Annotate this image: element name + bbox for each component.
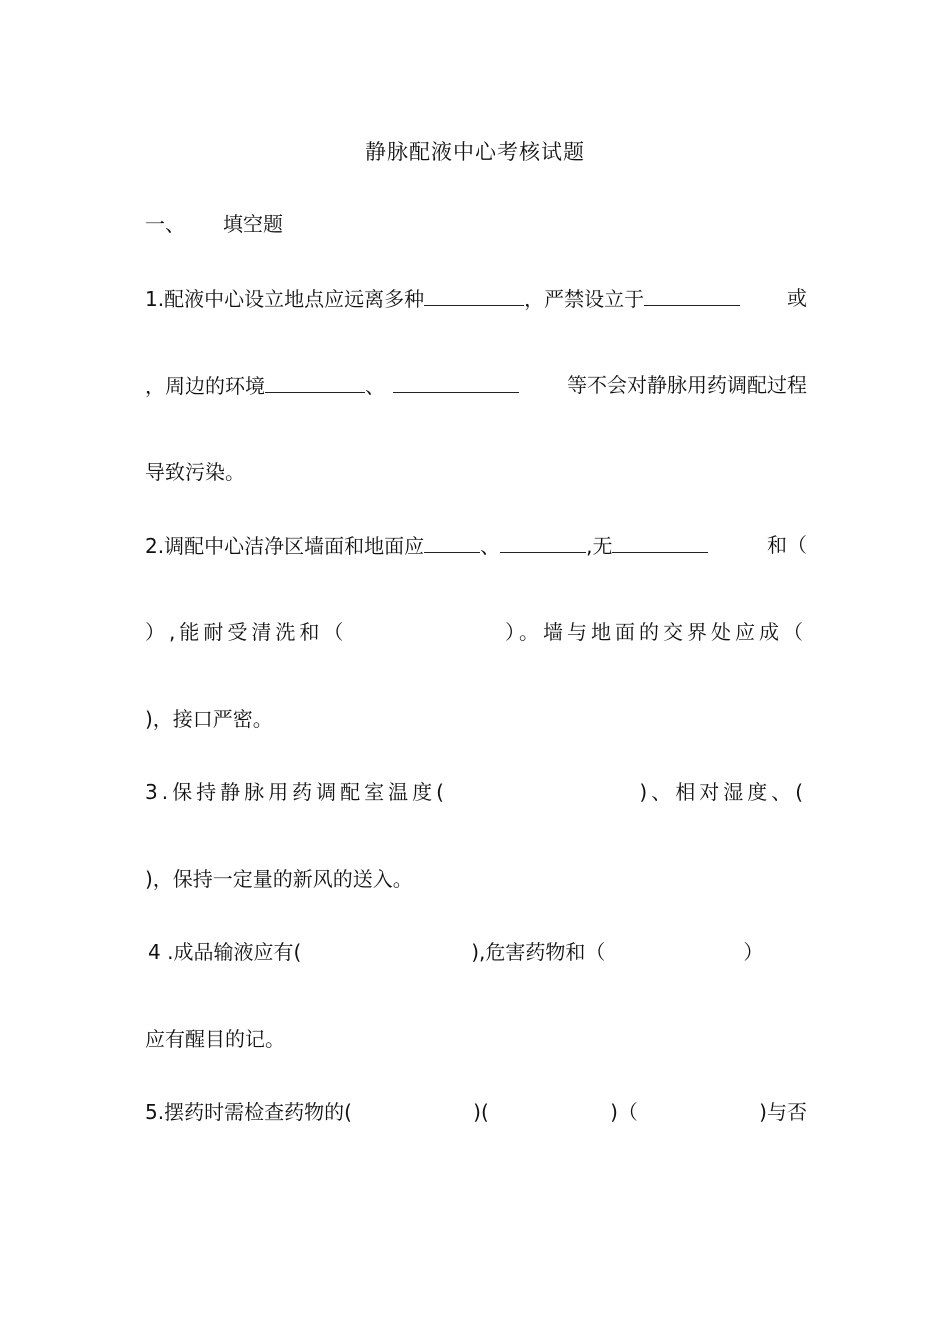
q5-text-a: 5.摆药时需检查药物的( xyxy=(145,1100,352,1124)
question-3-line-2: )，保持一定量的新风的送入。 xyxy=(145,867,413,891)
question-5-line-1 xyxy=(145,1097,807,1127)
section-name: 填空题 xyxy=(223,212,283,236)
q4-text-b: ),危害药物和（ xyxy=(471,940,606,964)
q1-text-f: 等不会对静脉用药调配过程 xyxy=(567,373,807,397)
q5-text-b: )( xyxy=(473,1100,489,1124)
q1-text-c: 或 xyxy=(787,286,807,310)
q5-text-d: )与否 xyxy=(759,1100,807,1124)
q4-text-a: 4 .成品输液应有( xyxy=(148,940,302,964)
blank xyxy=(500,530,586,553)
question-1-line-1 xyxy=(145,283,807,314)
section-heading xyxy=(145,209,283,239)
q1-text-a: 1.配液中心设立地点应远离多种 xyxy=(145,287,425,311)
question-4-line-1 xyxy=(148,937,763,967)
blank xyxy=(424,530,480,553)
q2-text-a: 2.调配中心洁净区墙面和地面应 xyxy=(145,534,425,558)
q5-text-c: )（ xyxy=(610,1100,638,1124)
q3-text-b: )、相对湿度、( xyxy=(639,780,807,804)
question-1-line-3: 导致污染。 xyxy=(145,460,245,484)
question-4-line-2: 应有醒目的记。 xyxy=(145,1027,285,1051)
blank xyxy=(265,370,365,393)
q1-text-b: ，严禁设立于 xyxy=(524,287,645,311)
question-3-line-1 xyxy=(145,777,807,807)
q2-text-f: ）。墙与地面的交界处应成（ xyxy=(505,620,807,644)
q1-text-e: 、 xyxy=(365,374,385,398)
q2-text-e: ）,能耐受清洗和（ xyxy=(145,620,348,644)
q2-text-d: 和（ xyxy=(767,533,807,557)
blank xyxy=(612,530,708,553)
question-2-line-2 xyxy=(145,617,807,647)
question-2-line-3: )，接口严密。 xyxy=(145,707,273,731)
blank xyxy=(644,283,740,306)
q2-text-c: ,无 xyxy=(586,534,613,558)
document-title: 静脉配液中心考核试题 xyxy=(365,140,585,164)
blank xyxy=(424,283,524,306)
q2-text-b: 、 xyxy=(480,534,501,558)
q3-text-a: 3.保持静脉用药调配室温度( xyxy=(145,780,448,804)
question-2-line-1 xyxy=(145,530,807,561)
question-1-line-2 xyxy=(145,370,807,401)
q1-text-d: ，周边的环境 xyxy=(145,374,265,398)
section-number: 一、 xyxy=(145,212,185,236)
q4-text-c: ） xyxy=(743,940,764,964)
blank xyxy=(393,370,519,393)
